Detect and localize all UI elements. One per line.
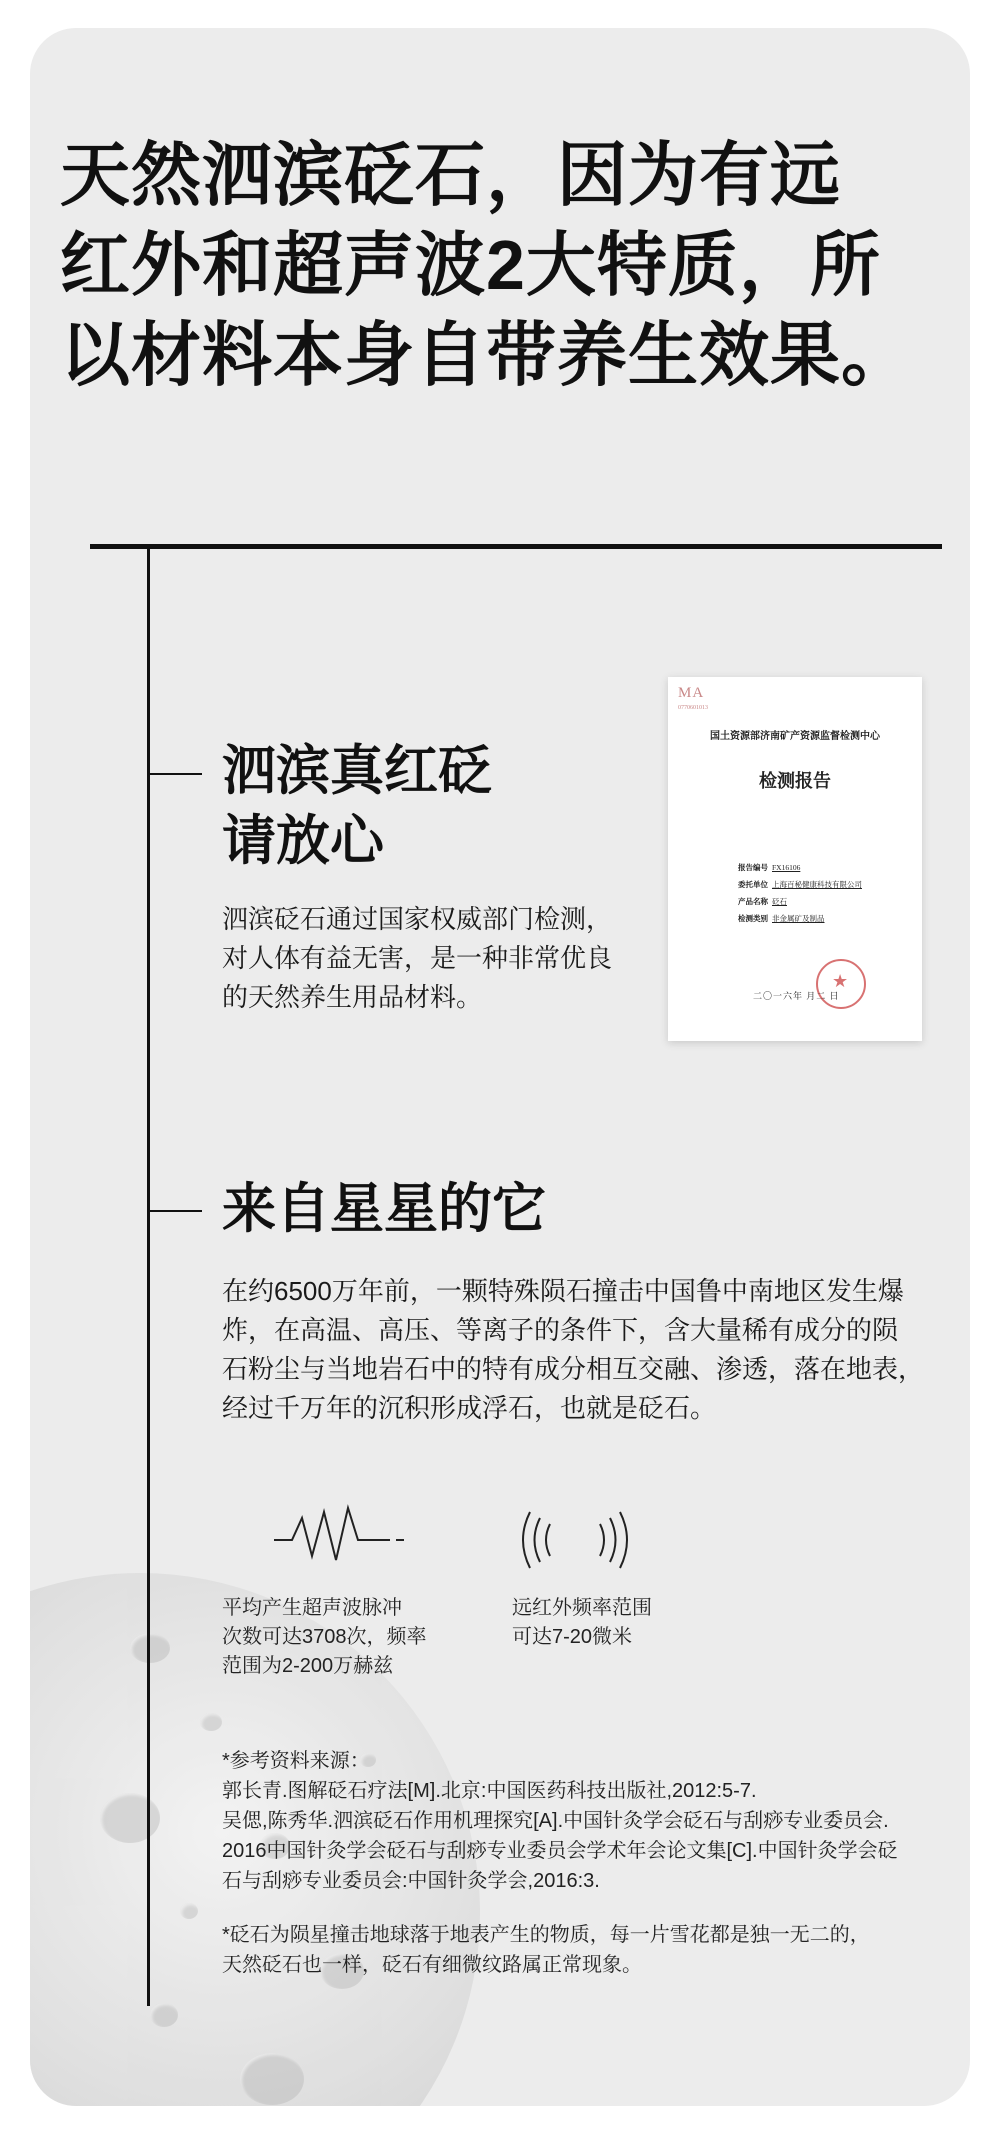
timeline-tick [147, 773, 202, 775]
section-title: 来自星星的它 [222, 1179, 546, 1239]
report-field-value: FX16106 [772, 863, 801, 872]
section-body: 在约6500万年前，一颗特殊陨石撞击中国鲁中南地区发生爆 炸，在高温、高压、等离子的条件下，含大量稀有成分的陨 石粉尘与当地岩石中的特有成分相互交融、渗透，落在地表， 经过千万年的沉积形成浮石，也就是砭石。 [222, 1276, 925, 1423]
references: *参考资料来源： 郭长青.图解砭石疗法[M].北京:中国医药科技出版社,2012:5-7. 吴偲,陈秀华.泗滨砭石作用机理探究[A].中国针灸学会砭石与刮痧专业委员会. 2016中国针灸学会砭石与刮痧专业委员会学术年会论文集[C].中国针灸学会砭 石与刮痧专业委员会:中国针灸学会,2016:3. [222, 1750, 898, 1892]
feature-infrared-text: 远红外频率范围 可达7-20微米 [512, 1597, 652, 1648]
report-field-value: 非金属矿及制品 [772, 914, 825, 923]
timeline-tick [147, 1210, 202, 1212]
page-headline: 天然泗滨砭石，因为有远 红外和超声波2大特质，所 以材料本身自带养生效果。 [60, 136, 912, 394]
ma-code: 0770601013 [678, 705, 708, 711]
report-field-key: 检测类别 [738, 914, 768, 923]
section-title: 泗滨真红砭 请放心 [222, 741, 492, 871]
moon-crater [240, 2053, 304, 2105]
moon-crater [130, 1633, 170, 1663]
feature-ultrasonic-text: 平均产生超声波脉冲 次数可达3708次，频率 范围为2-200万赫兹 [222, 1597, 427, 1677]
moon-crater [180, 1903, 198, 1919]
moon-crater [100, 1793, 160, 1843]
top-divider [90, 544, 942, 549]
report-field-key: 报告编号 [738, 863, 768, 872]
pulse-wave-icon [270, 1500, 410, 1580]
section-body: 泗滨砭石通过国家权威部门检测， 对人体有益无害，是一种非常优良 的天然养生用品材料。 [222, 904, 613, 1012]
report-field-key: 产品名称 [738, 897, 768, 906]
report-field [738, 896, 787, 907]
report-field-key: 委托单位 [738, 880, 768, 889]
report-org: 国土资源部济南矿产资源监督检测中心 [710, 731, 880, 742]
infrared-waves-icon [512, 1500, 642, 1580]
report-field-value: 上海百秘健康科技有限公司 [772, 880, 862, 889]
report-field [738, 862, 800, 873]
report-field [738, 913, 825, 924]
inspection-report-image [668, 677, 922, 1041]
report-date: 二〇一六年 月二 日 [753, 991, 840, 1001]
timeline-line [147, 549, 150, 2006]
report-field [738, 879, 862, 890]
footnote: *砭石为陨星撞击地球落于地表产生的物质，每一片雪花都是独一无二的， 天然砭石也一样，砭石有细微纹路属正常现象。 [222, 1924, 870, 1976]
ma-mark: MA [678, 685, 705, 701]
report-title: 检测报告 [759, 771, 831, 791]
report-field-value: 砭石 [772, 897, 787, 906]
moon-crater [150, 2003, 178, 2027]
moon-crater [200, 1713, 222, 1731]
